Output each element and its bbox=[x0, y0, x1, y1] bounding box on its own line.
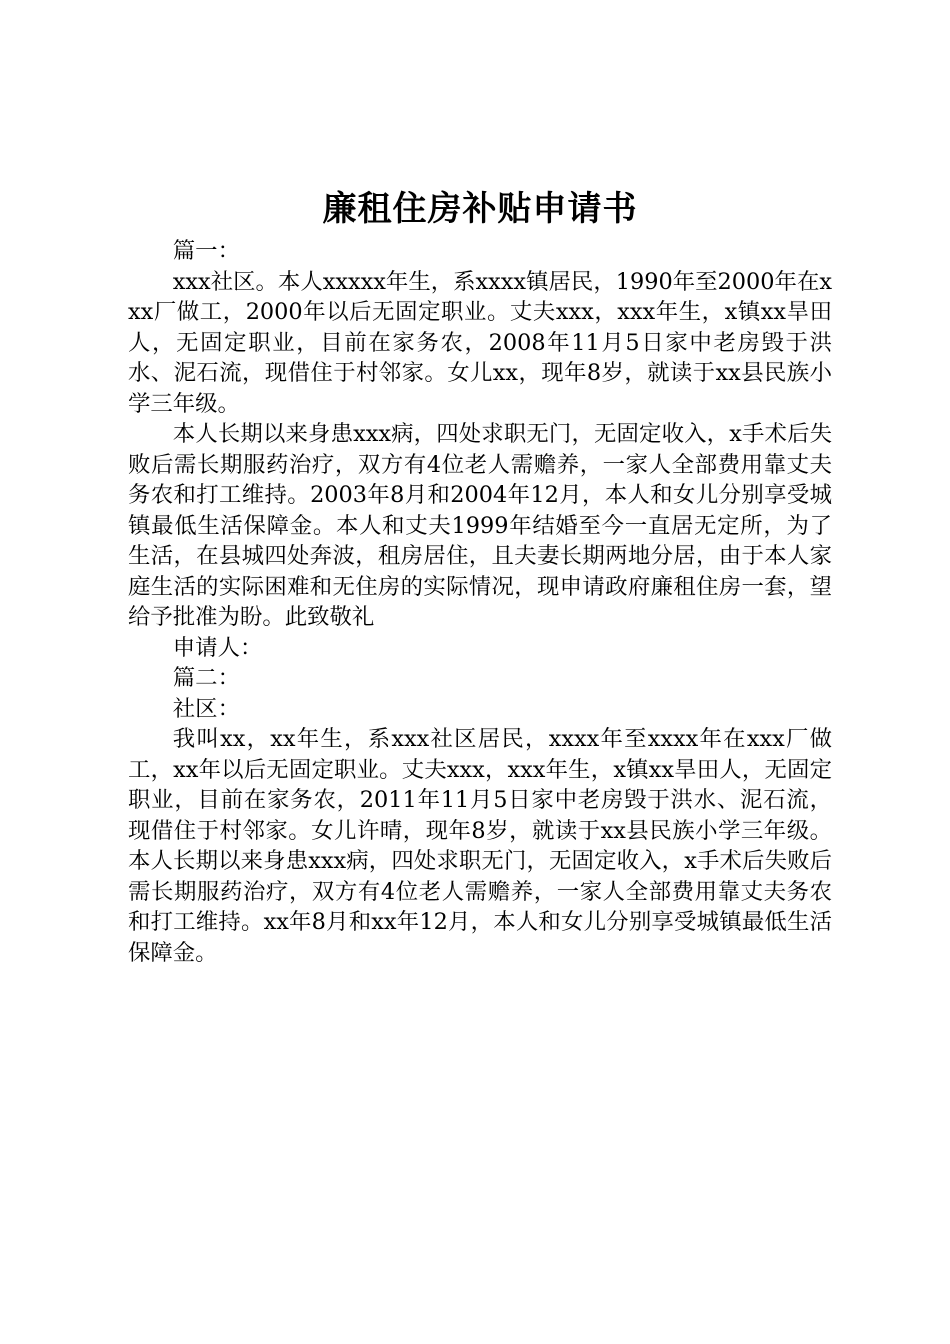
applicant-line: 申请人： bbox=[172, 634, 263, 661]
body-paragraph-3: 我叫xx，xx年生，系xxx社区居民，xxxx年至xxxx年在xxx厂做工，xx年以后无固定职业。丈夫xxx，xxx年生，x镇xx旱田人，无固定职业，目前在家务农，2011年11月5日家中老房毁于洪水、泥石流，现借住于村邻家。女儿许晴，现年8岁，就读于xx县民族小学三年级。本人长期以来身患xxx病，四处求职无门，无固定收入，x手术后失败后需长期服药治疗，双方有4位老人需赡养，一家人全部费用靠丈夫务农和打工维持。xx年8月和xx年12月，本人和女儿分别享受城镇最低生活保障金。 bbox=[128, 726, 832, 966]
section-heading-1: 篇一： bbox=[172, 238, 240, 264]
body-paragraph-2: 本人长期以来身患xxx病，四处求职无门，无固定收入，x手术后失败后需长期服药治疗，双方有4位老人需赡养，一家人全部费用靠丈夫务农和打工维持。2003年8月和2004年12月，本人和女儿分别享受城镇最低生活保障金。本人和丈夫1999年结婚至今一直居无定所，为了生活，在县城四处奔波，租房居住，且夫妻长期两地分居，由于本人家庭生活的实际困难和无住房的实际情况，现申请政府廉租住房一套，望给予批准为盼。此致敬礼 bbox=[128, 421, 832, 630]
body-paragraph-1: xxx社区。本人xxxxx年生，系xxxx镇居民，1990年至2000年在xxx厂做工，2000年以后无固定职业。丈夫xxx，xxx年生，x镇xx旱田人，无固定职业，目前在家务农，2008年11月5日家中老房毁于洪水、泥石流，现借住于村邻家。女儿xx，现年8岁，就读于xx县民族小学三年级。 bbox=[128, 268, 832, 417]
document-page bbox=[128, 186, 832, 968]
document-title: 廉租住房补贴申请书 bbox=[322, 189, 638, 229]
salutation-line: 社区： bbox=[172, 695, 240, 722]
section-heading-2: 篇二： bbox=[172, 665, 240, 691]
